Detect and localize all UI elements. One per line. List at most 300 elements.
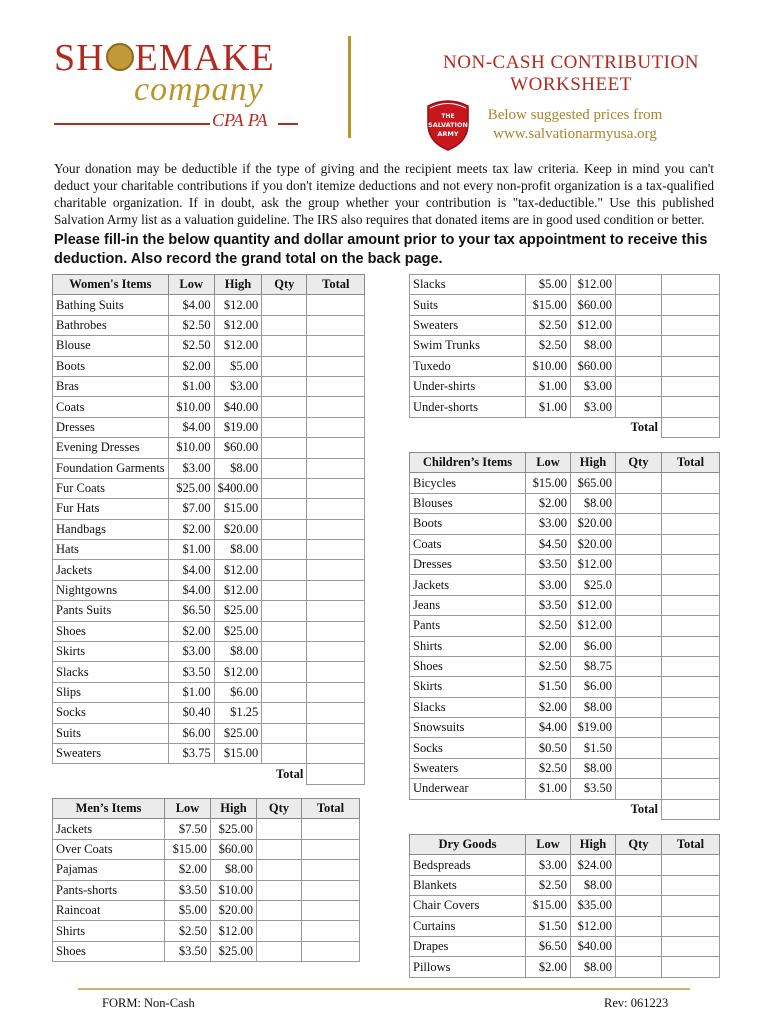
total-input[interactable] (307, 764, 365, 784)
amount-input[interactable] (307, 376, 365, 396)
item-name: Boots (410, 514, 526, 534)
table-row (410, 595, 720, 615)
table-row (410, 514, 720, 534)
qty-input[interactable] (262, 621, 307, 641)
table-row (53, 621, 365, 641)
qty-input[interactable] (262, 560, 307, 580)
item-name: Snowsuits (410, 718, 526, 738)
table-row (53, 519, 365, 539)
table-row (53, 601, 365, 621)
qty-input[interactable] (262, 743, 307, 763)
qty-input[interactable] (616, 738, 662, 758)
qty-input[interactable] (616, 758, 662, 778)
amount-input[interactable] (662, 616, 720, 636)
table-row (53, 458, 365, 478)
high-price: $25.0 (571, 575, 616, 595)
price-source: Below suggested prices from www.salvationarmyusa.org (487, 107, 663, 142)
amount-input[interactable] (662, 738, 720, 758)
form-label: FORM: Non-Cash (102, 996, 195, 1010)
high-price: $400.00 (214, 478, 262, 498)
qty-input[interactable] (616, 936, 662, 956)
qty-input[interactable] (262, 662, 307, 682)
qty-input[interactable] (616, 636, 662, 656)
item-name: Blankets (410, 875, 526, 895)
qty-input[interactable] (616, 534, 662, 554)
qty-input[interactable] (616, 376, 662, 396)
amount-input[interactable] (662, 356, 720, 376)
qty-input[interactable] (262, 703, 307, 723)
amount-input[interactable] (662, 718, 720, 738)
total-input[interactable] (662, 417, 720, 437)
qty-input[interactable] (262, 478, 307, 498)
low-price: $4.00 (526, 718, 571, 738)
item-name: Over Coats (53, 839, 165, 859)
qty-input[interactable] (616, 595, 662, 615)
qty-input[interactable] (262, 295, 307, 315)
table-header: Men’s Items Low High Qty Total (53, 799, 360, 819)
item-name: Sweaters (53, 743, 169, 763)
high-price: $20.00 (211, 900, 257, 920)
low-price: $2.50 (526, 315, 571, 335)
amount-input[interactable] (662, 758, 720, 778)
qty-input[interactable] (262, 438, 307, 458)
svg-text:THE: THE (441, 113, 455, 120)
qty-input[interactable] (616, 855, 662, 875)
high-price: $15.00 (214, 743, 262, 763)
amount-input[interactable] (307, 417, 365, 437)
qty-input[interactable] (616, 397, 662, 417)
total-input[interactable] (662, 799, 720, 819)
item-name: Pillows (410, 957, 526, 977)
qty-input[interactable] (616, 493, 662, 513)
qty-input[interactable] (616, 295, 662, 315)
low-price: $5.00 (165, 900, 211, 920)
amount-input[interactable] (302, 839, 360, 859)
low-price: $10.00 (168, 438, 214, 458)
qty-input[interactable] (616, 656, 662, 676)
low-price: $3.75 (168, 743, 214, 763)
table-row (410, 738, 720, 758)
amount-input[interactable] (307, 662, 365, 682)
item-name: Under-shirts (410, 376, 526, 396)
logo-name: SH EMAKE (54, 37, 275, 79)
amount-input[interactable] (662, 636, 720, 656)
table-row (410, 295, 720, 315)
low-price: $2.00 (526, 493, 571, 513)
qty-input[interactable] (616, 616, 662, 636)
company-logo (54, 38, 314, 138)
qty-input[interactable] (616, 916, 662, 936)
amount-input[interactable] (662, 896, 720, 916)
high-price: $12.00 (214, 336, 262, 356)
amount-input[interactable] (307, 458, 365, 478)
low-price: $6.50 (526, 936, 571, 956)
item-name: Bedspreads (410, 855, 526, 875)
table-row (53, 839, 360, 859)
logo-seal-icon (106, 43, 134, 71)
amount-input[interactable] (662, 697, 720, 717)
amount-input[interactable] (302, 819, 360, 839)
item-name: Pants-shorts (53, 880, 165, 900)
qty-input[interactable] (262, 601, 307, 621)
qty-input[interactable] (262, 642, 307, 662)
high-price: $35.00 (571, 896, 616, 916)
table-row (53, 860, 360, 880)
dry-goods-rows (410, 855, 720, 977)
qty-input[interactable] (257, 819, 302, 839)
low-price: $4.00 (168, 417, 214, 437)
item-name: Swim Trunks (410, 336, 526, 356)
low-price: $3.50 (165, 880, 211, 900)
low-price: $1.00 (526, 397, 571, 417)
item-name: Jeans (410, 595, 526, 615)
item-name: Shirts (410, 636, 526, 656)
high-price: $20.00 (571, 534, 616, 554)
table-row (410, 336, 720, 356)
table-row (53, 478, 365, 498)
item-name: Fur Hats (53, 499, 169, 519)
high-price: $6.00 (214, 682, 262, 702)
high-price: $5.00 (214, 356, 262, 376)
item-name: Curtains (410, 916, 526, 936)
low-price: $3.50 (526, 595, 571, 615)
womens-items-table (52, 274, 365, 785)
section-heading: Dry Goods (410, 835, 526, 855)
table-row (410, 875, 720, 895)
low-price: $1.00 (526, 779, 571, 799)
amount-input[interactable] (662, 493, 720, 513)
qty-input[interactable] (262, 356, 307, 376)
table-row (53, 743, 365, 763)
high-price: $8.00 (571, 957, 616, 977)
item-name: Chair Covers (410, 896, 526, 916)
high-price: $3.50 (571, 779, 616, 799)
table-row (410, 356, 720, 376)
amount-input[interactable] (662, 295, 720, 315)
high-price: $8.00 (571, 875, 616, 895)
page-title: NON-CASH CONTRIBUTION WORKSHEET (443, 52, 699, 95)
logo-company: company (134, 71, 264, 108)
total-row: Total (410, 799, 720, 819)
qty-input[interactable] (262, 580, 307, 600)
qty-input[interactable] (262, 397, 307, 417)
svg-text:ARMY: ARMY (437, 130, 459, 138)
low-price: $0.50 (526, 738, 571, 758)
low-price: $1.00 (526, 376, 571, 396)
high-price: $12.00 (571, 554, 616, 574)
dry-goods-table (409, 834, 720, 978)
qty-input[interactable] (257, 839, 302, 859)
amount-input[interactable] (307, 478, 365, 498)
total-row: Total (53, 764, 365, 784)
high-price: $20.00 (214, 519, 262, 539)
amount-input[interactable] (662, 656, 720, 676)
item-name: Under-shorts (410, 397, 526, 417)
qty-input[interactable] (257, 921, 302, 941)
amount-input[interactable] (662, 677, 720, 697)
high-price: $12.00 (214, 315, 262, 335)
amount-input[interactable] (307, 519, 365, 539)
table-row (53, 682, 365, 702)
item-name: Blouses (410, 493, 526, 513)
qty-input[interactable] (257, 941, 302, 961)
low-price: $1.50 (526, 916, 571, 936)
table-row (410, 493, 720, 513)
qty-input[interactable] (262, 458, 307, 478)
item-name: Jackets (410, 575, 526, 595)
qty-input[interactable] (616, 779, 662, 799)
high-price: $25.00 (211, 941, 257, 961)
amount-input[interactable] (307, 295, 365, 315)
amount-input[interactable] (302, 860, 360, 880)
total-row: Total (410, 417, 720, 437)
table-row (53, 580, 365, 600)
item-name: Shoes (53, 621, 169, 641)
qty-input[interactable] (616, 896, 662, 916)
high-price: $3.00 (571, 376, 616, 396)
high-price: $8.00 (571, 758, 616, 778)
high-price: $12.00 (214, 580, 262, 600)
high-price: $6.00 (571, 636, 616, 656)
high-price: $3.00 (571, 397, 616, 417)
item-name: Coats (53, 397, 169, 417)
item-name: Bicycles (410, 473, 526, 493)
low-price: $2.00 (168, 356, 214, 376)
high-price: $8.00 (571, 336, 616, 356)
qty-input[interactable] (262, 376, 307, 396)
table-row (410, 376, 720, 396)
table-row (53, 356, 365, 376)
table-row (53, 921, 360, 941)
qty-input[interactable] (262, 417, 307, 437)
high-price: $8.75 (571, 656, 616, 676)
high-price: $24.00 (571, 855, 616, 875)
item-name: Shoes (410, 656, 526, 676)
low-price: $6.50 (168, 601, 214, 621)
amount-input[interactable] (662, 575, 720, 595)
table-row (410, 896, 720, 916)
table-row (410, 636, 720, 656)
item-name: Bathrobes (53, 315, 169, 335)
amount-input[interactable] (302, 921, 360, 941)
amount-input[interactable] (302, 941, 360, 961)
qty-input[interactable] (262, 540, 307, 560)
qty-input[interactable] (616, 514, 662, 534)
qty-input[interactable] (262, 682, 307, 702)
table-row (410, 916, 720, 936)
low-price: $3.00 (168, 458, 214, 478)
high-price: $20.00 (571, 514, 616, 534)
item-name: Suits (410, 295, 526, 315)
low-price: $4.00 (168, 295, 214, 315)
table-row (53, 941, 360, 961)
low-price: $4.50 (526, 534, 571, 554)
qty-input[interactable] (616, 718, 662, 738)
table-row (410, 275, 720, 295)
mens-rows (53, 819, 360, 962)
amount-input[interactable] (307, 682, 365, 702)
high-price: $12.00 (571, 616, 616, 636)
high-price: $12.00 (211, 921, 257, 941)
table-row (410, 855, 720, 875)
mens-items-continued-table (409, 274, 720, 438)
low-price: $2.00 (526, 636, 571, 656)
amount-input[interactable] (662, 473, 720, 493)
qty-input[interactable] (616, 473, 662, 493)
amount-input[interactable] (307, 723, 365, 743)
low-price: $2.00 (168, 519, 214, 539)
table-row (53, 723, 365, 743)
qty-input[interactable] (262, 723, 307, 743)
high-price: $40.00 (214, 397, 262, 417)
section-heading: Women's Items (53, 275, 169, 295)
high-price: $25.00 (211, 819, 257, 839)
amount-input[interactable] (662, 936, 720, 956)
high-price: $8.00 (571, 493, 616, 513)
qty-input[interactable] (257, 900, 302, 920)
amount-input[interactable] (302, 880, 360, 900)
amount-input[interactable] (662, 534, 720, 554)
qty-input[interactable] (262, 519, 307, 539)
high-price: $60.00 (571, 356, 616, 376)
amount-input[interactable] (307, 601, 365, 621)
logo-cpa: CPA PA (54, 114, 304, 130)
low-price: $2.50 (526, 336, 571, 356)
high-price: $1.25 (214, 703, 262, 723)
item-name: Nightgowns (53, 580, 169, 600)
amount-input[interactable] (662, 514, 720, 534)
low-price: $2.50 (526, 656, 571, 676)
amount-input[interactable] (662, 397, 720, 417)
high-price: $19.00 (571, 718, 616, 738)
item-name: Coats (410, 534, 526, 554)
low-price: $2.00 (168, 621, 214, 641)
amount-input[interactable] (307, 356, 365, 376)
table-row (410, 936, 720, 956)
qty-input[interactable] (616, 356, 662, 376)
womens-rows (53, 295, 365, 764)
amount-input[interactable] (307, 438, 365, 458)
item-name: Slacks (410, 697, 526, 717)
amount-input[interactable] (307, 560, 365, 580)
intro-paragraph: Your donation may be deductible if the type of giving and the recipient meets tax law criteria. Keep in mind you can't deduct your charitable contributions if you don't itemize deductions and not every non-profit organization is a tax-qualified charitable organization. If in doubt, ask the group whether your contribution is "tax-deductible." Use this published Salvation Army list as a valuation guideline. The IRS also requires that donated items are in good used condition or better. (54, 161, 714, 227)
qty-input[interactable] (616, 336, 662, 356)
item-name: Slacks (410, 275, 526, 295)
amount-input[interactable] (662, 957, 720, 977)
table-row (53, 397, 365, 417)
amount-input[interactable] (307, 743, 365, 763)
item-name: Pants (410, 616, 526, 636)
high-price: $25.00 (214, 621, 262, 641)
table-header: Dry Goods Low High Qty Total (410, 835, 720, 855)
amount-input[interactable] (662, 779, 720, 799)
amount-input[interactable] (662, 336, 720, 356)
low-price: $1.50 (526, 677, 571, 697)
amount-input[interactable] (307, 336, 365, 356)
high-price: $12.00 (214, 560, 262, 580)
mens-items-table (52, 798, 360, 962)
amount-input[interactable] (302, 900, 360, 920)
item-name: Socks (410, 738, 526, 758)
amount-input[interactable] (662, 275, 720, 295)
qty-input[interactable] (616, 677, 662, 697)
item-name: Jackets (53, 819, 165, 839)
table-header: Children’s Items Low High Qty Total (410, 453, 720, 473)
item-name: Underwear (410, 779, 526, 799)
qty-input[interactable] (262, 315, 307, 335)
high-price: $1.50 (571, 738, 616, 758)
item-name: Jackets (53, 560, 169, 580)
amount-input[interactable] (662, 595, 720, 615)
low-price: $7.00 (168, 499, 214, 519)
high-price: $12.00 (571, 916, 616, 936)
item-name: Skirts (53, 642, 169, 662)
section-heading: Men’s Items (53, 799, 165, 819)
table-row (53, 662, 365, 682)
qty-input[interactable] (616, 575, 662, 595)
item-name: Shirts (53, 921, 165, 941)
qty-input[interactable] (262, 499, 307, 519)
high-price: $12.00 (214, 662, 262, 682)
amount-input[interactable] (662, 875, 720, 895)
high-price: $8.00 (211, 860, 257, 880)
low-price: $2.50 (168, 315, 214, 335)
amount-input[interactable] (662, 376, 720, 396)
item-name: Handbags (53, 519, 169, 539)
qty-input[interactable] (616, 957, 662, 977)
table-row (410, 575, 720, 595)
amount-input[interactable] (307, 315, 365, 335)
low-price: $15.00 (165, 839, 211, 859)
table-row (410, 957, 720, 977)
high-price: $60.00 (571, 295, 616, 315)
amount-input[interactable] (662, 916, 720, 936)
high-price: $8.00 (214, 642, 262, 662)
qty-input[interactable] (616, 315, 662, 335)
table-row (410, 315, 720, 335)
amount-input[interactable] (307, 703, 365, 723)
qty-input[interactable] (616, 697, 662, 717)
qty-input[interactable] (257, 880, 302, 900)
qty-input[interactable] (257, 860, 302, 880)
amount-input[interactable] (662, 315, 720, 335)
amount-input[interactable] (307, 499, 365, 519)
low-price: $2.50 (165, 921, 211, 941)
qty-input[interactable] (616, 275, 662, 295)
qty-input[interactable] (262, 336, 307, 356)
item-name: Tuxedo (410, 356, 526, 376)
high-price: $15.00 (214, 499, 262, 519)
qty-input[interactable] (616, 554, 662, 574)
amount-input[interactable] (662, 554, 720, 574)
amount-input[interactable] (307, 580, 365, 600)
low-price: $3.00 (526, 514, 571, 534)
high-price: $6.00 (571, 677, 616, 697)
revision-label: Rev: 061223 (604, 996, 669, 1010)
table-row (53, 819, 360, 839)
amount-input[interactable] (307, 621, 365, 641)
amount-input[interactable] (307, 397, 365, 417)
amount-input[interactable] (307, 642, 365, 662)
low-price: $3.00 (526, 575, 571, 595)
section-heading: Children’s Items (410, 453, 526, 473)
amount-input[interactable] (307, 540, 365, 560)
qty-input[interactable] (616, 875, 662, 895)
amount-input[interactable] (662, 855, 720, 875)
table-row (53, 560, 365, 580)
low-price: $1.00 (168, 540, 214, 560)
item-name: Evening Dresses (53, 438, 169, 458)
